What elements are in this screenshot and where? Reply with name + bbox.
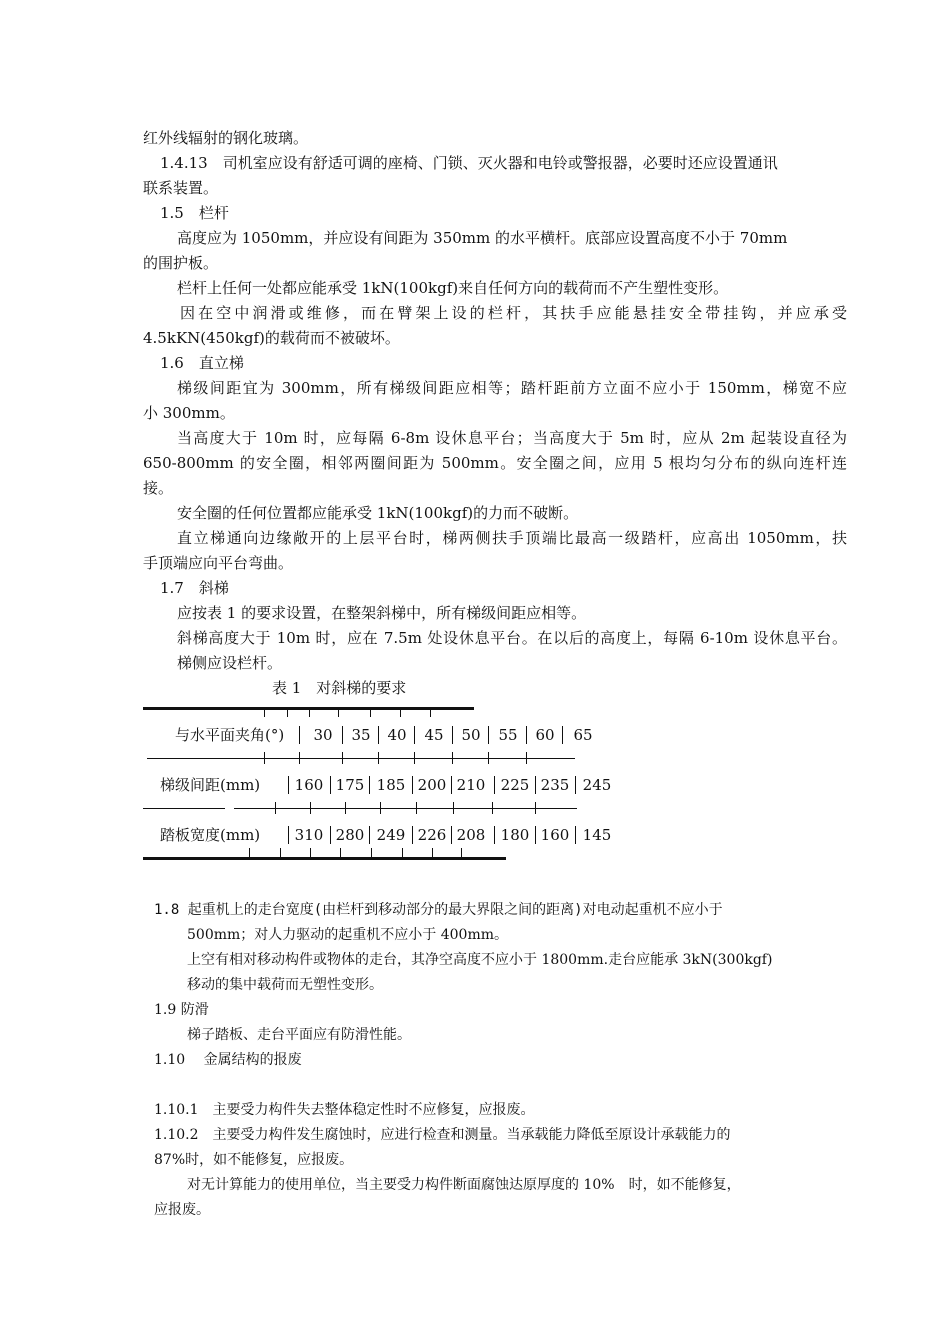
table-cell: 50 — [461, 726, 481, 744]
table-cell: 185 — [376, 776, 406, 794]
heading-1-5: 1.5 栏杆 — [160, 204, 229, 222]
text-line: 移动的集中载荷而无塑性变形。 — [187, 977, 383, 993]
table-tick — [453, 802, 454, 814]
text-line: 联系装置。 — [143, 179, 219, 197]
cell-separator — [369, 776, 370, 794]
table-tick — [402, 848, 403, 858]
table-cell: 160 — [540, 826, 570, 844]
table-tick — [264, 707, 265, 717]
cell-separator — [378, 726, 379, 744]
table-cell: 225 — [500, 776, 530, 794]
table-tick — [275, 802, 276, 814]
row-label: 踏板宽度(mm) — [160, 826, 261, 844]
text-line: 650-800mm 的安全圈，相邻两圈间距为 500mm。安全圈之间，应用 5 根均匀分布的纵向连杆连 — [143, 454, 847, 472]
cell-separator — [330, 826, 331, 844]
cell-separator — [342, 726, 343, 744]
table-tick — [340, 848, 341, 858]
text-line: 小 300mm。 — [143, 404, 235, 422]
table-cell: 160 — [294, 776, 324, 794]
cell-separator — [288, 776, 289, 794]
table-cell: 200 — [417, 776, 447, 794]
cell-separator — [288, 826, 289, 844]
text-line: 红外线辐射的钢化玻璃。 — [143, 129, 309, 147]
table-tick — [452, 752, 453, 764]
text-line: 当高度大于 10m 时，应每隔 6-8m 设休息平台；当高度大于 5m 时，应从 2m 起装设直径为 — [177, 429, 847, 447]
table-tick — [430, 707, 431, 717]
table-tick — [535, 802, 536, 814]
table-tick — [299, 752, 300, 764]
text-line: 接。 — [143, 479, 174, 497]
table-tick — [370, 707, 371, 717]
table-tick — [264, 752, 265, 764]
cell-separator — [330, 776, 331, 794]
table-tick — [526, 752, 527, 764]
table-cell: 65 — [573, 726, 593, 744]
text-line: 应报废。 — [154, 1202, 210, 1218]
table-tick — [400, 707, 401, 717]
row-label: 梯级间距(mm) — [160, 776, 261, 794]
cell-separator — [451, 826, 452, 844]
table-caption: 表 1 对斜梯的要求 — [272, 679, 407, 697]
text-line: 对无计算能力的使用单位，当主要受力构件断面腐蚀达原厚度的 10% 时，如不能修复， — [187, 1177, 741, 1193]
text-line: 手顶端应向平台弯曲。 — [143, 554, 294, 572]
table-tick — [380, 802, 381, 814]
cell-separator — [494, 776, 495, 794]
text-line: 梯子踏板、走台平面应有防滑性能。 — [187, 1027, 411, 1043]
table-tick — [342, 752, 343, 764]
table-cell: 45 — [424, 726, 444, 744]
cell-separator — [535, 826, 536, 844]
table-cell: 30 — [313, 726, 333, 744]
cell-separator — [412, 826, 413, 844]
table-tick — [416, 802, 417, 814]
table-cell: 40 — [387, 726, 407, 744]
text-line: 因在空中润滑或维修，而在臂架上设的栏杆，其扶手应能悬挂安全带挂钩，并应承受 — [180, 304, 847, 322]
table-tick — [492, 802, 493, 814]
table-row-rule — [147, 758, 575, 759]
table-tick — [371, 848, 372, 858]
table-cell: 35 — [351, 726, 371, 744]
cell-separator — [451, 776, 452, 794]
section-1-4-13: 1.4.13 司机室应设有舒适可调的座椅、门锁、灭火器和电铃或警报器，必要时还应设置通讯 — [160, 154, 778, 172]
text-line: 高度应为 1050mm，并应设有间距为 350mm 的水平横杆。底部应设置高度不小于 70mm — [177, 229, 788, 247]
text-line: 梯级间距宜为 300mm，所有梯级间距应相等；踏杆距前方立面不应小于 150mm，梯宽不应 — [177, 379, 847, 397]
text-line: 斜梯高度大于 10m 时，应在 7.5m 处设休息平台。在以后的高度上，每隔 6-10m 设休息平台。 — [177, 629, 847, 647]
text-line: 500mm；对人力驱动的起重机不应小于 400mm。 — [187, 927, 508, 943]
cell-separator — [575, 826, 576, 844]
table-tick — [309, 707, 310, 717]
table-cell: 210 — [456, 776, 486, 794]
table-cell: 55 — [498, 726, 518, 744]
table-cell: 180 — [500, 826, 530, 844]
table-tick — [249, 848, 250, 858]
table-cell: 208 — [456, 826, 486, 844]
heading-1-10: 1.10 金属结构的报废 — [154, 1052, 302, 1068]
cell-separator — [299, 726, 300, 744]
cell-separator — [562, 726, 563, 744]
table-tick — [310, 848, 311, 858]
cell-separator — [494, 826, 495, 844]
table-tick — [287, 707, 288, 717]
table-cell: 249 — [376, 826, 406, 844]
heading-1-7: 1.7 斜梯 — [160, 579, 229, 597]
cell-separator — [369, 826, 370, 844]
table-tick — [461, 848, 462, 858]
cell-separator — [414, 726, 415, 744]
cell-separator — [412, 776, 413, 794]
heading-1-6: 1.6 直立梯 — [160, 354, 244, 372]
table-cell: 226 — [417, 826, 447, 844]
table-cell: 310 — [294, 826, 324, 844]
row-label: 与水平面夹角(°) — [175, 726, 285, 744]
cell-separator — [488, 726, 489, 744]
text-line: 上空有相对移动构件或物体的走台，其净空高度不应小于 1800mm.走台应能承 3kN(300kgf) — [187, 952, 773, 968]
text-line: 直立梯通向边缘敞开的上层平台时，梯两侧扶手顶端比最高一级踏杆，应高出 1050mm，扶 — [177, 529, 847, 547]
table-tick — [414, 752, 415, 764]
table-tick — [280, 848, 281, 858]
text-line: 安全圈的任何位置都应能承受 1kN(100kgf)的力而不破断。 — [177, 504, 579, 522]
table-tick — [432, 848, 433, 858]
table-tick — [310, 802, 311, 814]
section-1-10-1: 1.10.1 主要受力构件失去整体稳定性时不应修复，应报废。 — [154, 1102, 535, 1118]
table-cell: 175 — [335, 776, 365, 794]
cell-separator — [575, 776, 576, 794]
cell-separator — [526, 726, 527, 744]
heading-1-9: 1.9 防滑 — [154, 1002, 209, 1018]
table-row-rule — [234, 808, 577, 809]
text-line: 87%时，如不能修复，应报废。 — [154, 1152, 354, 1168]
table-tick — [378, 752, 379, 764]
table-row-rule — [143, 808, 225, 809]
text-line: 应按表 1 的要求设置，在整架斜梯中，所有梯级间距应相等。 — [177, 604, 587, 622]
table-tick — [345, 802, 346, 814]
cell-separator — [535, 776, 536, 794]
table-tick — [488, 752, 489, 764]
section-1-10-2: 1.10.2 主要受力构件发生腐蚀时，应进行检查和测量。当承载能力降低至原设计承载能力的 — [154, 1127, 731, 1143]
cell-separator — [452, 726, 453, 744]
table-cell: 60 — [535, 726, 555, 744]
table-tick — [338, 707, 339, 717]
table-cell: 245 — [582, 776, 612, 794]
text-line: 栏杆上任何一处都应能承受 1kN(100kgf)来自任何方向的载荷而不产生塑性变形。 — [177, 279, 729, 297]
table-cell: 145 — [582, 826, 612, 844]
table-cell: 235 — [540, 776, 570, 794]
text-line: 梯侧应设栏杆。 — [177, 654, 283, 672]
text-line: 的围护板。 — [143, 254, 219, 272]
text-line: 4.5kKN(450kgf)的载荷而不被破坏。 — [143, 329, 400, 347]
table-bottom-rule — [143, 857, 506, 860]
table-cell: 280 — [335, 826, 365, 844]
section-1-8: 1.8 起重机上的走台宽度(由栏杆到移动部分的最大界限之间的距离)对电动起重机不应小于 — [154, 902, 723, 918]
